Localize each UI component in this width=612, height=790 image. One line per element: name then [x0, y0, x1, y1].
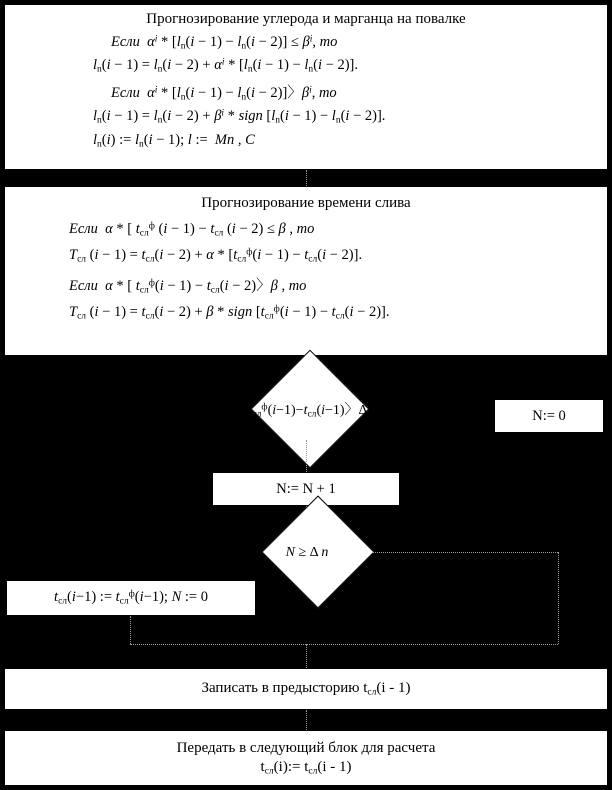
block-transfer-next: [4, 730, 608, 786]
connector-decision2-right: [373, 552, 558, 553]
connector-block1-block2: [306, 170, 307, 186]
decision-counter-threshold: [237, 524, 377, 582]
block2-title: Прогнозирование времени слива: [201, 195, 411, 211]
assign-box-label: $t_{сл}(i-1)$ := $t_{сл}^ф(i-1)$; N := 0: [54, 589, 208, 607]
connector-merge-horizontal: [306, 644, 558, 645]
block2-formula-4: $T_{сл}$ $(i - 1) = t_{сл}(i - 2) + \beta$ * sign $[t_{сл}^ф(i - 1) - t_{сл}(i - 2)]$.: [69, 304, 390, 322]
block2-formula-1: Если α * [ $t_{сл}^ф$ $(i - 1) - t_{сл}$ (i − 2) ≤ β , то: [69, 221, 315, 239]
connector-decision1-reset: [393, 409, 494, 410]
block-drain-time-forecast: [4, 186, 608, 356]
connector-decision2-right-down: [558, 552, 559, 644]
connector-decision2-left: [116, 552, 241, 553]
decision-drain-time-deviation: [227, 378, 393, 440]
block6-line2: $t_{сл}(i):= t_{сл}(i - 1)$: [260, 758, 352, 777]
block1-title: Прогнозирование углерода и марганца на повалке: [146, 11, 466, 27]
connector-merge-to-block5: [306, 644, 307, 668]
block1-formula-1: Если $\alpha^i * [l_n(i - 1) - l_n(i - 2)] \le \beta^i$, то: [111, 34, 338, 52]
block1-formula-4: $l_n(i - 1) = l_n(i - 2) + \beta^i$ * sign $[l_n(i - 1) - l_n(i - 2)]$.: [93, 108, 386, 126]
reset-counter-box: N:= 0: [494, 399, 604, 433]
block5-label: Записать в предысторию $t_{сл}(i - 1)$: [201, 680, 411, 698]
connector-block5-block6: [306, 710, 307, 730]
block1-formula-3: Если $\alpha^i * [l_n(i - 1) - l_n(i - 2)]$〉$\beta^i$, то: [111, 84, 337, 103]
block6-line1: Передать в следующий блок для расчета: [176, 739, 436, 756]
block-write-history: [4, 668, 608, 710]
connector-decision2-left-down: [116, 552, 117, 580]
decision1-label: $t_{сл}^ф(i-1)-t_{сл}(i-1)$〉Δt: [248, 402, 372, 420]
block2-formula-2: $T_{сл}$ $(i - 1) = t_{сл}(i - 2) + \alpha * [t_{сл}^ф(i - 1) - t_{сл}(i - 2)]$.: [69, 247, 363, 265]
connector-decision1-increment: [306, 440, 307, 472]
connector-assign-down: [130, 616, 131, 644]
block-carbon-manganese-forecast: [4, 4, 608, 170]
increment-counter-box: N:= N + 1: [212, 472, 400, 506]
assign-drain-time-box: [6, 580, 256, 616]
block2-formula-3: Если α * [ $t_{сл}^ф(i - 1) - t_{сл}(i - 2)$〉β , то: [69, 277, 307, 296]
block1-formula-2: $l_n(i - 1) = l_n(i - 2) + \alpha^i * [l_n(i - 1) - l_n(i - 2)]$.: [93, 57, 359, 75]
connector-assign-right: [130, 644, 306, 645]
block1-formula-5: $l_n(i)$ := $l_n(i - 1)$; l := Mn , C: [93, 131, 255, 149]
decision2-label: N ≥ Δ n: [285, 545, 329, 560]
